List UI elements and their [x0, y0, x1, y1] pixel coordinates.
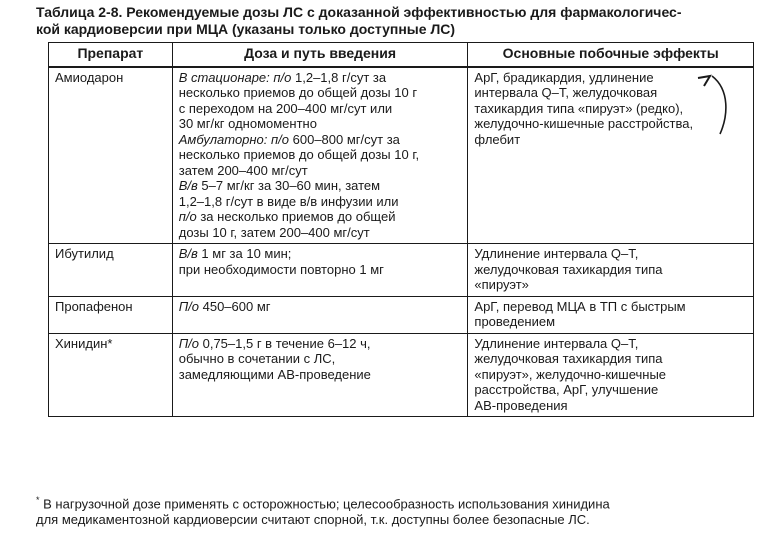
dose-line	[179, 262, 462, 278]
effect-line: расстройства, АрГ, улучшение	[474, 382, 659, 397]
dose-line	[179, 225, 462, 241]
dose-text: 5–7 мг/кг за 30–60 мин, затем	[197, 178, 381, 193]
table-caption	[36, 4, 756, 38]
effects-cell	[468, 333, 754, 417]
header-drug: Препарат	[49, 43, 173, 67]
dose-line	[179, 147, 462, 163]
effect-line: желудочковая тахикардия типа	[474, 351, 663, 366]
caption-text-2: кой кардиоверсии при МЦА (указаны только доступные ЛС)	[36, 21, 456, 37]
dose-line	[179, 85, 462, 101]
drug-name: Ибутилид	[55, 246, 114, 261]
effects-cell	[468, 244, 754, 297]
dose-route: В/в	[178, 178, 198, 193]
drug-cell	[49, 296, 173, 333]
effect-line: АрГ, перевод МЦА в ТП с быстрым	[474, 298, 686, 314]
dose-text: несколько приемов до общей дозы 10 г,	[178, 147, 420, 162]
effect-line: желудочковая тахикардия типа	[474, 261, 663, 277]
dose-text: за несколько приемов до общей	[196, 209, 396, 224]
dose-text: дозы 10 г, затем 200–400 мг/сут	[178, 224, 370, 240]
dose-text: 30 мг/кг одномоментно	[178, 116, 317, 131]
dose-cell	[172, 333, 468, 417]
header-dose: Доза и путь введения	[172, 43, 468, 67]
table-row	[49, 67, 754, 244]
dose-text: 1 мг за 10 мин;	[197, 246, 292, 261]
dose-text: с переходом на 200–400 мг/сут или	[178, 100, 393, 116]
dose-line	[179, 336, 462, 352]
dose-text: несколько приемов до общей дозы 10 г	[178, 85, 418, 100]
caption-text: Рекомендуемые дозы ЛС с доказанной эффективностью для фармакологичес-	[126, 4, 682, 20]
effect-line: «пируэт»	[474, 277, 529, 292]
drug-name: Хинидин*	[55, 335, 113, 351]
dose-route: П/о	[178, 335, 199, 351]
dose-line	[179, 132, 462, 148]
dose-line	[179, 163, 462, 179]
dose-text: замедляющими АВ-проведение	[178, 366, 371, 382]
dose-text: 1,2–1,8 г/сут в виде в/в инфузии или	[178, 193, 399, 209]
handwritten-bracket-mark	[696, 72, 740, 142]
footnote-mark: *	[36, 495, 40, 505]
dose-text: 450–600 мг	[199, 298, 271, 314]
effect-line: проведением	[474, 314, 556, 329]
table-row	[49, 333, 754, 417]
table-row	[49, 296, 754, 333]
dose-text: обычно в сочетании с ЛС,	[178, 351, 336, 366]
dose-route: В стационаре: п/о	[178, 69, 292, 85]
drug-name: Пропафенон	[55, 298, 133, 314]
drug-cell	[49, 244, 173, 297]
dose-text: 0,75–1,5 г в течение 6–12 ч,	[199, 335, 371, 351]
effects-cell	[468, 296, 754, 333]
dose-line	[179, 299, 462, 315]
dose-cell	[172, 67, 468, 244]
dose-route: П/о	[178, 298, 199, 314]
table-row	[49, 244, 754, 297]
effect-line: «пируэт», желудочно-кишечные	[474, 366, 667, 382]
dose-text: 600–800 мг/сут за	[289, 131, 400, 147]
dose-line	[179, 194, 462, 210]
drug-cell	[49, 67, 173, 244]
dose-text: 1,2–1,8 г/сут за	[291, 69, 387, 85]
effect-line: АВ-проведения	[474, 397, 568, 413]
drug-name: Амиодарон	[55, 69, 124, 85]
dose-cell	[172, 244, 468, 297]
dose-line	[179, 116, 462, 132]
dose-route: Амбулаторно: п/о	[178, 131, 290, 147]
effect-line: интервала Q–T, желудочковая	[474, 85, 658, 100]
caption-number: Таблица 2-8.	[36, 4, 123, 20]
effect-line: флебит	[474, 131, 521, 147]
dose-route: В/в	[178, 246, 198, 261]
dose-route: п/о	[178, 209, 197, 224]
drug-dose-table	[48, 42, 754, 417]
dose-text: при необходимости повторно 1 мг	[178, 261, 384, 277]
dose-line	[179, 101, 462, 117]
dose-cell	[172, 296, 468, 333]
effect-line: АрГ, брадикардия, удлинение	[474, 69, 654, 85]
dose-line	[179, 246, 462, 262]
effect-line: тахикардия типа «пируэт» (редко),	[474, 100, 684, 116]
dose-line	[179, 367, 462, 383]
footnote-line-1: В нагрузочной дозе применять с осторожностью; целесообразность использования хинидина	[43, 496, 610, 512]
dose-text: затем 200–400 мг/сут	[178, 162, 308, 178]
footnote-line-2: для медикаментозной кардиоверсии считают спорной, т.к. доступны более безопасные ЛС.	[36, 512, 590, 528]
dose-line	[179, 70, 462, 86]
dose-line	[179, 178, 462, 194]
table-footnote	[36, 492, 766, 528]
effect-line: Удлинение интервала Q–T,	[474, 246, 639, 261]
effect-line: желудочно-кишечные расстройства,	[474, 116, 694, 131]
effect-line: Удлинение интервала Q–T,	[474, 335, 639, 351]
dose-line	[179, 209, 462, 225]
header-effects: Основные побочные эффекты	[468, 43, 754, 67]
drug-cell	[49, 333, 173, 417]
table-header-row	[49, 43, 754, 67]
dose-line	[179, 351, 462, 367]
